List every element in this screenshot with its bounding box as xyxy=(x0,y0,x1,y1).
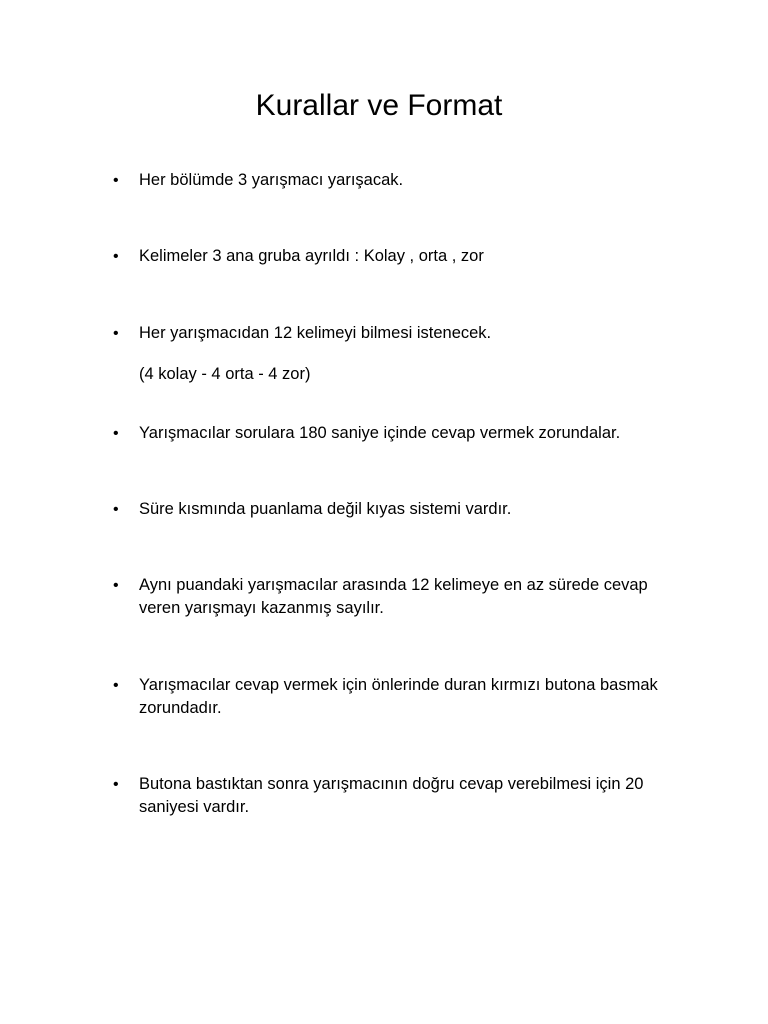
list-item-text: Yarışmacılar sorulara 180 saniye içinde cevap vermek zorundalar. xyxy=(139,424,621,442)
bullet-icon: • xyxy=(113,776,119,793)
list-item-text: Aynı puandaki yarışmacılar arasında 12 kelimeye en az sürede cevap veren yarışmayı kazanmış sayılır. xyxy=(139,576,648,617)
list-item-text: Butona bastıktan sonra yarışmacının doğru cevap verebilmesi için 20 saniyesi vardır. xyxy=(139,775,644,816)
list-item-text: Yarışmacılar cevap vermek için önlerinde duran kırmızı butona basmak zorundadır. xyxy=(139,676,658,717)
list-item xyxy=(113,422,699,445)
bullet-icon: • xyxy=(113,425,119,442)
bullet-icon: • xyxy=(113,677,119,694)
bullet-icon: • xyxy=(113,248,119,265)
list-item-text: Her yarışmacıdan 12 kelimeyi bilmesi istenecek. xyxy=(139,324,492,342)
bullet-icon: • xyxy=(113,501,119,518)
list-item xyxy=(113,773,684,819)
list-item xyxy=(113,322,699,345)
list-item xyxy=(113,674,679,720)
list-item xyxy=(113,498,699,521)
list-item xyxy=(113,245,699,268)
list-item-text: Her bölümde 3 yarışmacı yarışacak. xyxy=(139,171,404,189)
list-item-subline: (4 kolay - 4 orta - 4 zor) xyxy=(139,365,311,383)
list-item xyxy=(113,169,699,192)
bullet-icon: • xyxy=(113,577,119,594)
bullet-icon: • xyxy=(113,172,119,189)
list-item xyxy=(113,574,679,620)
bullet-icon: • xyxy=(113,325,119,342)
list-item-text: Kelimeler 3 ana gruba ayrıldı : Kolay , orta , zor xyxy=(139,247,484,265)
page-title: Kurallar ve Format xyxy=(255,89,503,122)
list-item-text: Süre kısmında puanlama değil kıyas sistemi vardır. xyxy=(139,500,512,518)
